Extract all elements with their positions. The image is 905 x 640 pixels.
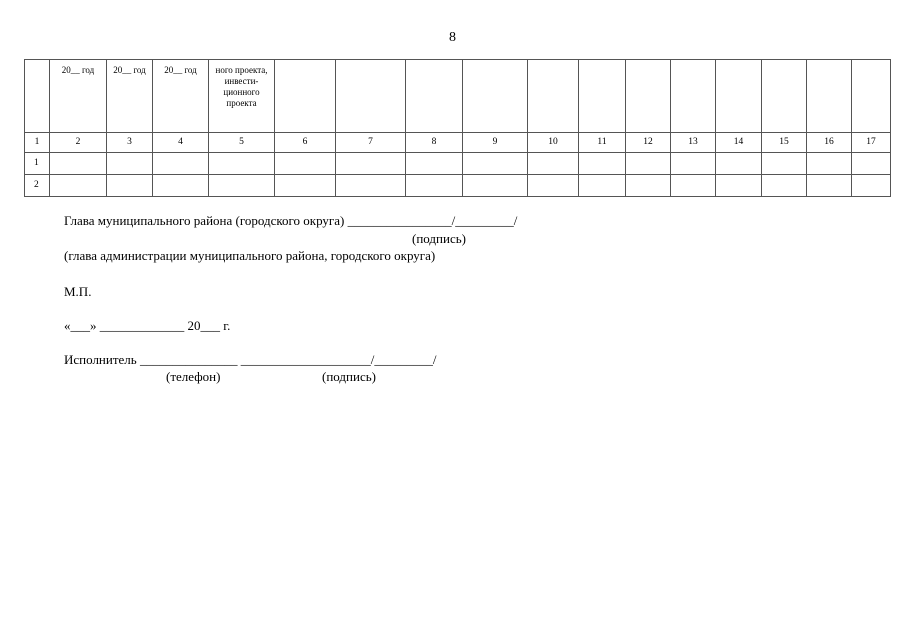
table-cell (671, 153, 716, 175)
header-cell (406, 60, 463, 133)
table-cell (153, 175, 209, 197)
date-line: «___» _____________ 20___ г. (64, 318, 231, 333)
table-cell (671, 175, 716, 197)
header-cell (671, 60, 716, 133)
table-cell (716, 153, 762, 175)
head-signature-caption: (подпись) (412, 231, 466, 246)
table-cell (716, 175, 762, 197)
table-cell (528, 153, 579, 175)
header-cell: 20__ год (50, 60, 107, 133)
table-cell (209, 153, 275, 175)
table-cell (762, 175, 807, 197)
table-header-row (25, 60, 891, 133)
header-cell (807, 60, 852, 133)
phone-caption: (телефон) (166, 369, 221, 384)
column-number: 1 (25, 133, 50, 153)
seal-mark: М.П. (64, 284, 92, 299)
table-cell (406, 175, 463, 197)
column-number: 16 (807, 133, 852, 153)
header-cell: 20__ год (107, 60, 153, 133)
header-cell (528, 60, 579, 133)
row-number: 2 (25, 175, 50, 197)
column-number-row (25, 133, 891, 153)
header-cell (852, 60, 891, 133)
table-cell (50, 153, 107, 175)
header-cell (579, 60, 626, 133)
column-number: 2 (50, 133, 107, 153)
table-cell (528, 175, 579, 197)
row-number: 1 (25, 153, 50, 175)
table-cell (336, 153, 406, 175)
executor-line: Исполнитель _______________ ____________________/_________/ (64, 352, 437, 367)
table-cell (579, 175, 626, 197)
table-cell (579, 153, 626, 175)
header-cell (336, 60, 406, 133)
header-cell (25, 60, 50, 133)
column-number: 17 (852, 133, 891, 153)
column-number: 5 (209, 133, 275, 153)
table-cell (762, 153, 807, 175)
column-number: 6 (275, 133, 336, 153)
table-cell (807, 153, 852, 175)
header-cell (626, 60, 671, 133)
header-cell: 20__ год (153, 60, 209, 133)
header-cell (463, 60, 528, 133)
column-number: 4 (153, 133, 209, 153)
column-number: 13 (671, 133, 716, 153)
table-cell (107, 153, 153, 175)
table-cell (107, 175, 153, 197)
table-cell (626, 175, 671, 197)
column-number: 12 (626, 133, 671, 153)
head-position-note: (глава администрации муниципального района, городского округа) (64, 248, 436, 263)
table-cell (275, 175, 336, 197)
table-row (25, 153, 891, 175)
header-cell: ного проекта, инвести-ционного проекта (209, 60, 275, 133)
column-number: 11 (579, 133, 626, 153)
column-number: 9 (463, 133, 528, 153)
table-cell (406, 153, 463, 175)
column-number: 14 (716, 133, 762, 153)
table-cell (275, 153, 336, 175)
page-number: 8 (449, 30, 456, 45)
table-cell (807, 175, 852, 197)
data-table (24, 59, 891, 197)
column-number: 8 (406, 133, 463, 153)
header-cell (275, 60, 336, 133)
table-cell (626, 153, 671, 175)
header-cell (762, 60, 807, 133)
column-number: 3 (107, 133, 153, 153)
table-cell (209, 175, 275, 197)
table-cell (463, 175, 528, 197)
table-row (25, 175, 891, 197)
executor-signature-caption: (подпись) (322, 369, 376, 384)
table-cell (336, 175, 406, 197)
column-number: 7 (336, 133, 406, 153)
column-number: 15 (762, 133, 807, 153)
table-cell (153, 153, 209, 175)
head-signature-line: Глава муниципального района (городского округа) ________________/_________/ (64, 213, 518, 228)
table-cell (50, 175, 107, 197)
table-cell (463, 153, 528, 175)
header-cell (716, 60, 762, 133)
table-cell (852, 153, 891, 175)
column-number: 10 (528, 133, 579, 153)
table-cell (852, 175, 891, 197)
